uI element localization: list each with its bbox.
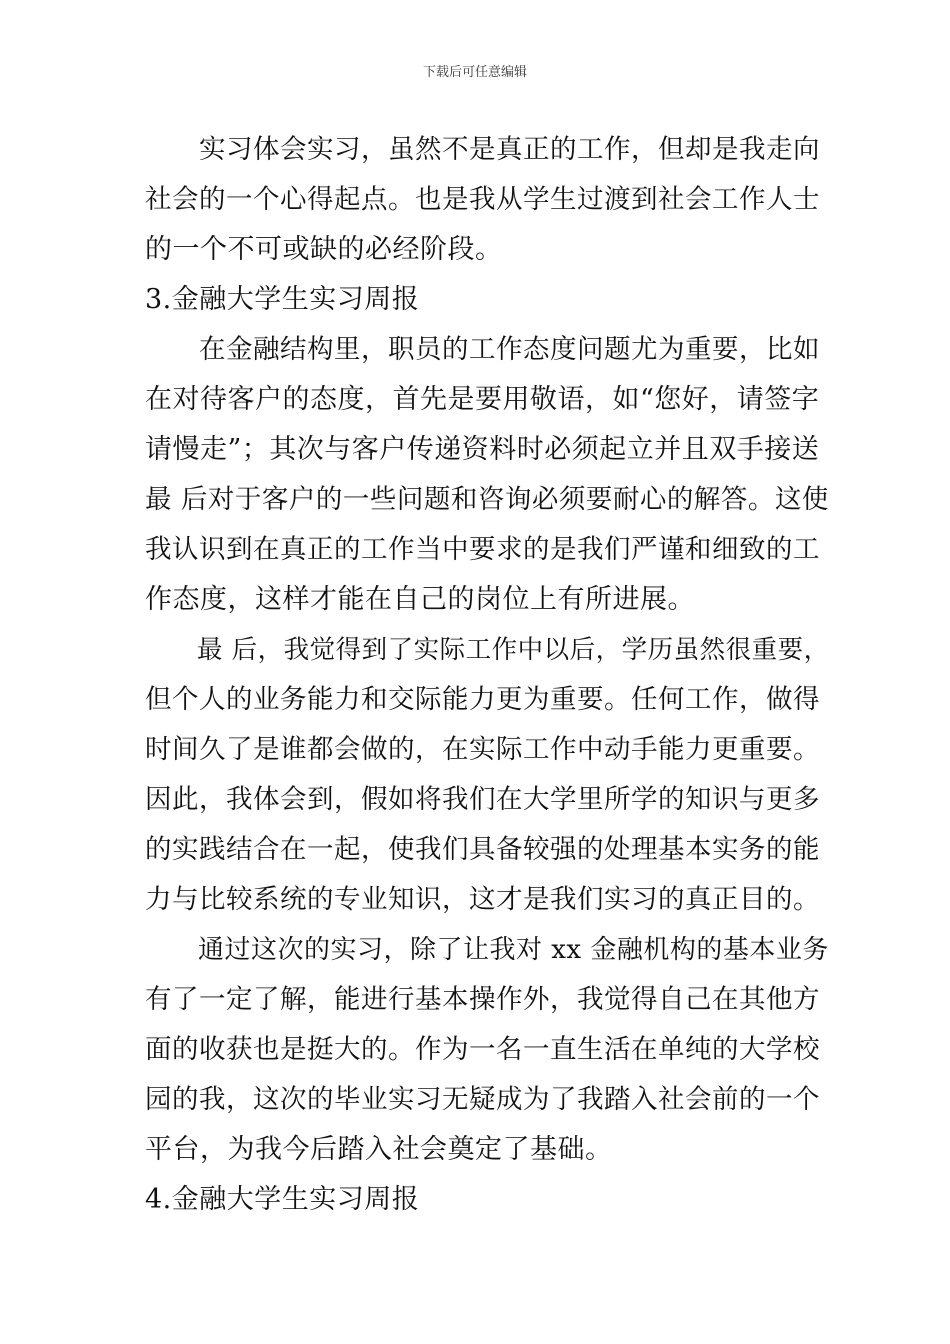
text-line: 在金融结构里，职员的工作态度问题尤为重要，比如 [145, 334, 820, 365]
text-line: 平台，为我今后踏入社会奠定了基础。 [145, 1134, 613, 1165]
section-heading: 3.金融大学生实习周报 [145, 284, 420, 315]
text-line: 园的我，这次的毕业实习无疑成为了我踏入社会前的一个 [145, 1084, 820, 1115]
text-line: 通过这次的实习，除了让我对 xx 金融机构的基本业务 [145, 935, 829, 965]
text-line: 最 后对于客户的一些问题和咨询必须要耐心的解答。这使 [145, 484, 829, 515]
text-line: 力与比较系统的专业知识，这才是我们实习的真正目的。 [145, 884, 820, 915]
text-line: 但个人的业务能力和交际能力更为重要。任何工作，做得 [145, 684, 820, 715]
text-line: 作态度，这样才能在自己的岗位上有所进展。 [145, 584, 695, 615]
text-line: 最 后，我觉得到了实际工作中以后，学历虽然很重要， [145, 635, 830, 665]
text-line: 有了一定了解，能进行基本操作外，我觉得自己在其他方 [145, 984, 820, 1015]
section-heading: 4.金融大学生实习周报 [145, 1184, 420, 1215]
text-line: 时间久了是谁都会做的，在实际工作中动手能力更重要。 [145, 734, 820, 765]
text-line: 请慢走”；其次与客户传递资料时必须起立并且双手接送 [145, 434, 820, 465]
text-line: 的一个不可或缺的必经阶段。 [145, 234, 503, 265]
text-line: 因此，我体会到，假如将我们在大学里所学的知识与更多 [145, 784, 820, 815]
text-line: 面的收获也是挺大的。作为一名一直生活在单纯的大学校 [145, 1034, 820, 1065]
text-line: 实习体会实习，虽然不是真正的工作，但却是我走向 [145, 134, 820, 165]
text-line: 在对待客户的态度，首先是要用敬语，如“您好，请签字 [145, 384, 820, 415]
text-line: 我认识到在真正的工作当中要求的是我们严谨和细致的工 [145, 534, 820, 565]
text-line: 社会的一个心得起点。也是我从学生过渡到社会工作人士 [145, 184, 820, 215]
page-header: 下载后可任意编辑 [422, 65, 527, 80]
text-line: 的实践结合在一起，使我们具备较强的处理基本实务的能 [145, 834, 820, 865]
